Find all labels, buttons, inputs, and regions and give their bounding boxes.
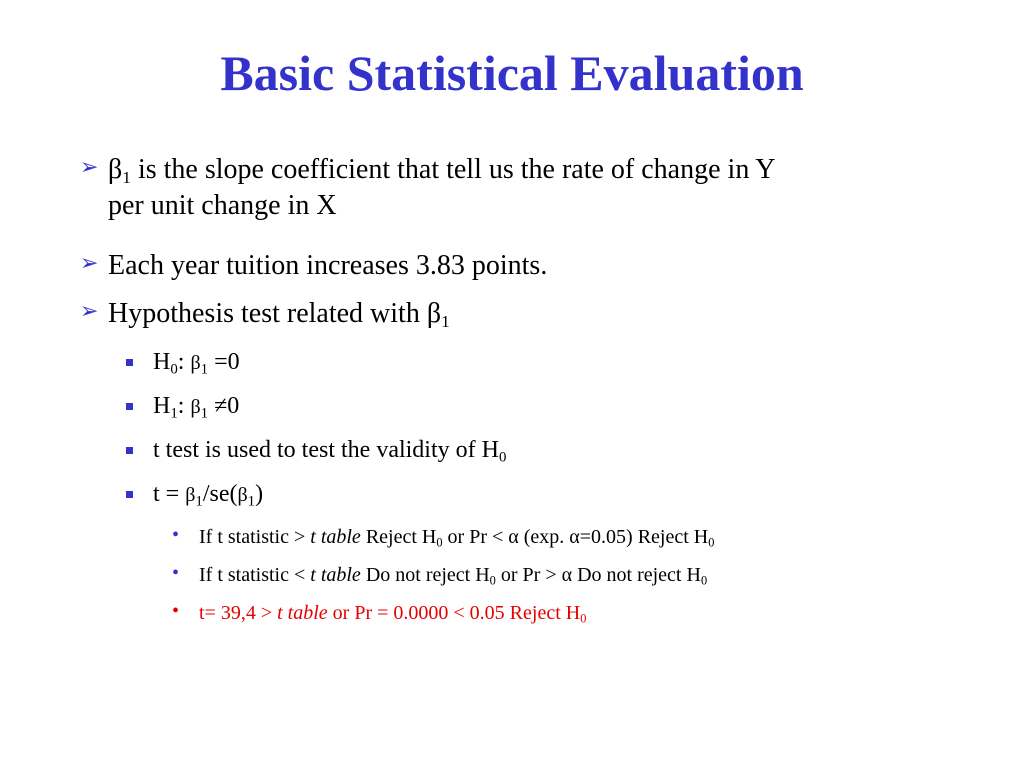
subscript: 1 bbox=[122, 168, 131, 188]
square-bullet-icon bbox=[126, 403, 133, 410]
square-bullet-icon bbox=[126, 447, 133, 454]
subscript: 0 bbox=[170, 361, 178, 378]
result-text: t= 39,4 > bbox=[199, 602, 278, 624]
colon: : bbox=[177, 393, 191, 419]
equation-rest: =0 bbox=[208, 349, 240, 375]
subbullet-h1 bbox=[153, 391, 239, 422]
subbullet-h0 bbox=[153, 347, 240, 378]
t-table-label: t table bbox=[310, 526, 361, 548]
dot-bullet-icon: • bbox=[172, 524, 180, 546]
arrow-bullet-icon: ➢ bbox=[80, 250, 99, 275]
rule-text: If t statistic < bbox=[199, 564, 311, 586]
result-line bbox=[199, 600, 586, 626]
beta-symbol: β bbox=[108, 154, 123, 185]
t-table-label: t table bbox=[310, 564, 361, 586]
square-bullet-icon bbox=[126, 359, 133, 366]
subscript: 0 bbox=[436, 535, 443, 550]
bullet-hypothesis bbox=[108, 296, 450, 332]
slide-title: Basic Statistical Evaluation bbox=[220, 45, 804, 101]
subbullet-ttest bbox=[153, 435, 506, 465]
formula-part: t = bbox=[153, 481, 186, 507]
t-table-label: t table bbox=[277, 602, 328, 624]
formula-part: ) bbox=[255, 481, 264, 507]
bullet-slope-line1 bbox=[108, 152, 776, 188]
arrow-bullet-icon: ➢ bbox=[80, 154, 99, 179]
formula-part: /se( bbox=[202, 481, 238, 507]
bullet-text: Hypothesis test related with bbox=[108, 298, 427, 329]
rule-text: Reject H bbox=[360, 526, 437, 548]
result-text: or Pr = 0.0000 < 0.05 Reject H bbox=[327, 602, 581, 624]
subscript: 0 bbox=[708, 535, 715, 550]
arrow-bullet-icon: ➢ bbox=[80, 298, 99, 323]
h-symbol: H bbox=[153, 393, 171, 419]
rule-text: or Pr > α Do not reject H bbox=[495, 564, 701, 586]
subbullet-text: t test is used to test the validity of H bbox=[153, 437, 499, 463]
subscript: 0 bbox=[580, 611, 587, 626]
equation-rest: ≠0 bbox=[208, 393, 240, 419]
rule-text: If t statistic > bbox=[199, 526, 311, 548]
subscript: 1 bbox=[200, 361, 209, 378]
colon: : bbox=[177, 349, 191, 375]
rule-reject bbox=[199, 524, 714, 550]
square-bullet-icon bbox=[126, 491, 133, 498]
subscript: 1 bbox=[247, 493, 256, 510]
rule-text: Do not reject H bbox=[360, 564, 490, 586]
subscript: 0 bbox=[498, 449, 507, 466]
bullet-tuition: Each year tuition increases 3.83 points. bbox=[108, 250, 548, 281]
beta-symbol: β bbox=[190, 352, 201, 374]
dot-bullet-icon: • bbox=[172, 562, 180, 584]
beta-symbol: β bbox=[190, 396, 201, 418]
subscript: 1 bbox=[170, 405, 178, 422]
h-symbol: H bbox=[153, 349, 171, 375]
subscript: 1 bbox=[200, 405, 209, 422]
beta-symbol: β bbox=[237, 484, 248, 506]
dot-bullet-icon: • bbox=[172, 600, 180, 622]
rule-do-not-reject bbox=[199, 562, 707, 588]
subscript: 0 bbox=[700, 573, 708, 588]
subscript: 1 bbox=[441, 312, 450, 332]
subscript: 0 bbox=[489, 573, 496, 588]
beta-symbol: β bbox=[426, 298, 442, 329]
beta-symbol: β bbox=[185, 484, 196, 506]
subscript: 1 bbox=[195, 493, 203, 510]
rule-text: or Pr < α (exp. α=0.05) Reject H bbox=[442, 526, 709, 548]
bullet-text: is the slope coefficient that tell us the rate of change in Y bbox=[130, 154, 776, 185]
subbullet-t-formula bbox=[153, 479, 263, 510]
bullet-slope-line2: per unit change in X bbox=[108, 190, 337, 221]
